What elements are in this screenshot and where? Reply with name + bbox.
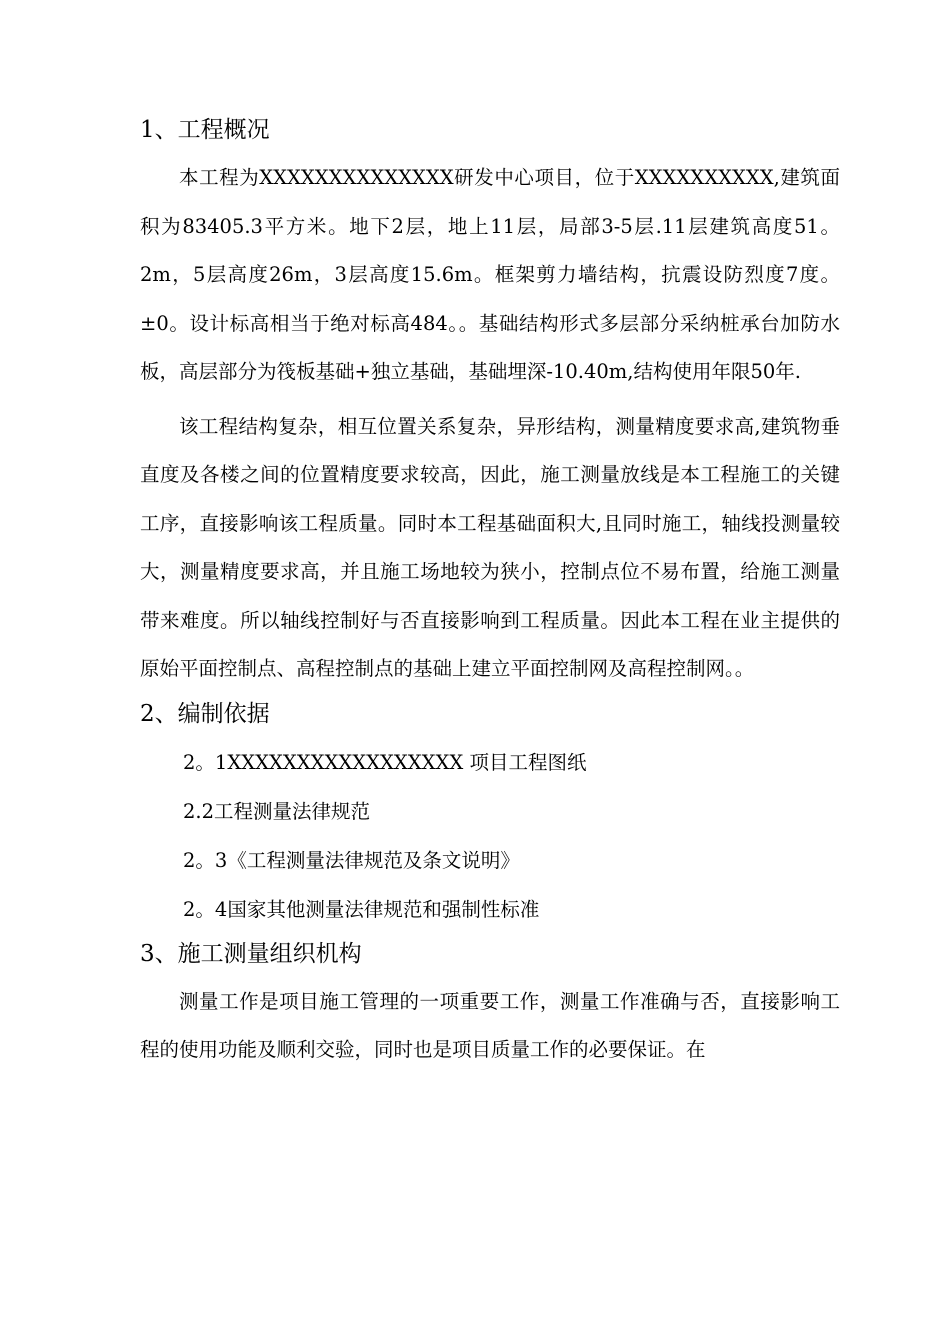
paragraph-survey-organization: 测量工作是项目施工管理的一项重要工作，测量工作准确与否，直接影响工程的使用功能及顺利交验，同时也是项目质量工作的必要保证。在 [140, 989, 840, 1061]
section-heading-project-overview: 1、工程概况 [140, 117, 270, 143]
paragraph-project-description: 本工程为XXXXXXXXXXXXXX研发中心项目，位于XXXXXXXXXX,建筑面积为83405.3平方米。地下2层，地上11层，局部3-5层.11层建筑高度51。2m，5层高度26m，3层高度15.6m。框架剪力墙结构，抗震设防烈度7度。±0。设计标高相当于绝对标高484。。基础结构形式多层部分采纳桩承台加防水板，高层部分为筏板基础+独立基础，基础埋深-10.40m,结构使用年限50年. [140, 166, 840, 383]
document-body [140, 114, 840, 1075]
section-heading-compilation-basis: 2、编制依据 [140, 700, 270, 727]
section-heading-survey-organization: 3、施工测量组织机构 [140, 940, 362, 967]
list-item: 2.2工程测量法律规范 [183, 799, 371, 823]
list-item: 2。3《工程测量法律规范及条文说明》 [183, 848, 520, 872]
list-item: 2。4国家其他测量法律规范和强制性标准 [183, 897, 540, 921]
basis-list [140, 738, 840, 934]
paragraph-project-complexity: 该工程结构复杂，相互位置关系复杂，异形结构，测量精度要求高,建筑物垂直度及各楼之间的位置精度要求较高，因此，施工测量放线是本工程施工的关键工序，直接影响该工程质量。同时本工程基础面积大,且同时施工，轴线投测量较大，测量精度要求高，并且施工场地较为狭小，控制点位不易布置，给施工测量带来难度。所以轴线控制好与否直接影响到工程质量。因此本工程在业主提供的原始平面控制点、高程控制点的基础上建立平面控制网及高程控制网。。 [140, 414, 840, 680]
list-item: 2。1XXXXXXXXXXXXXXXXX 项目工程图纸 [183, 750, 587, 774]
